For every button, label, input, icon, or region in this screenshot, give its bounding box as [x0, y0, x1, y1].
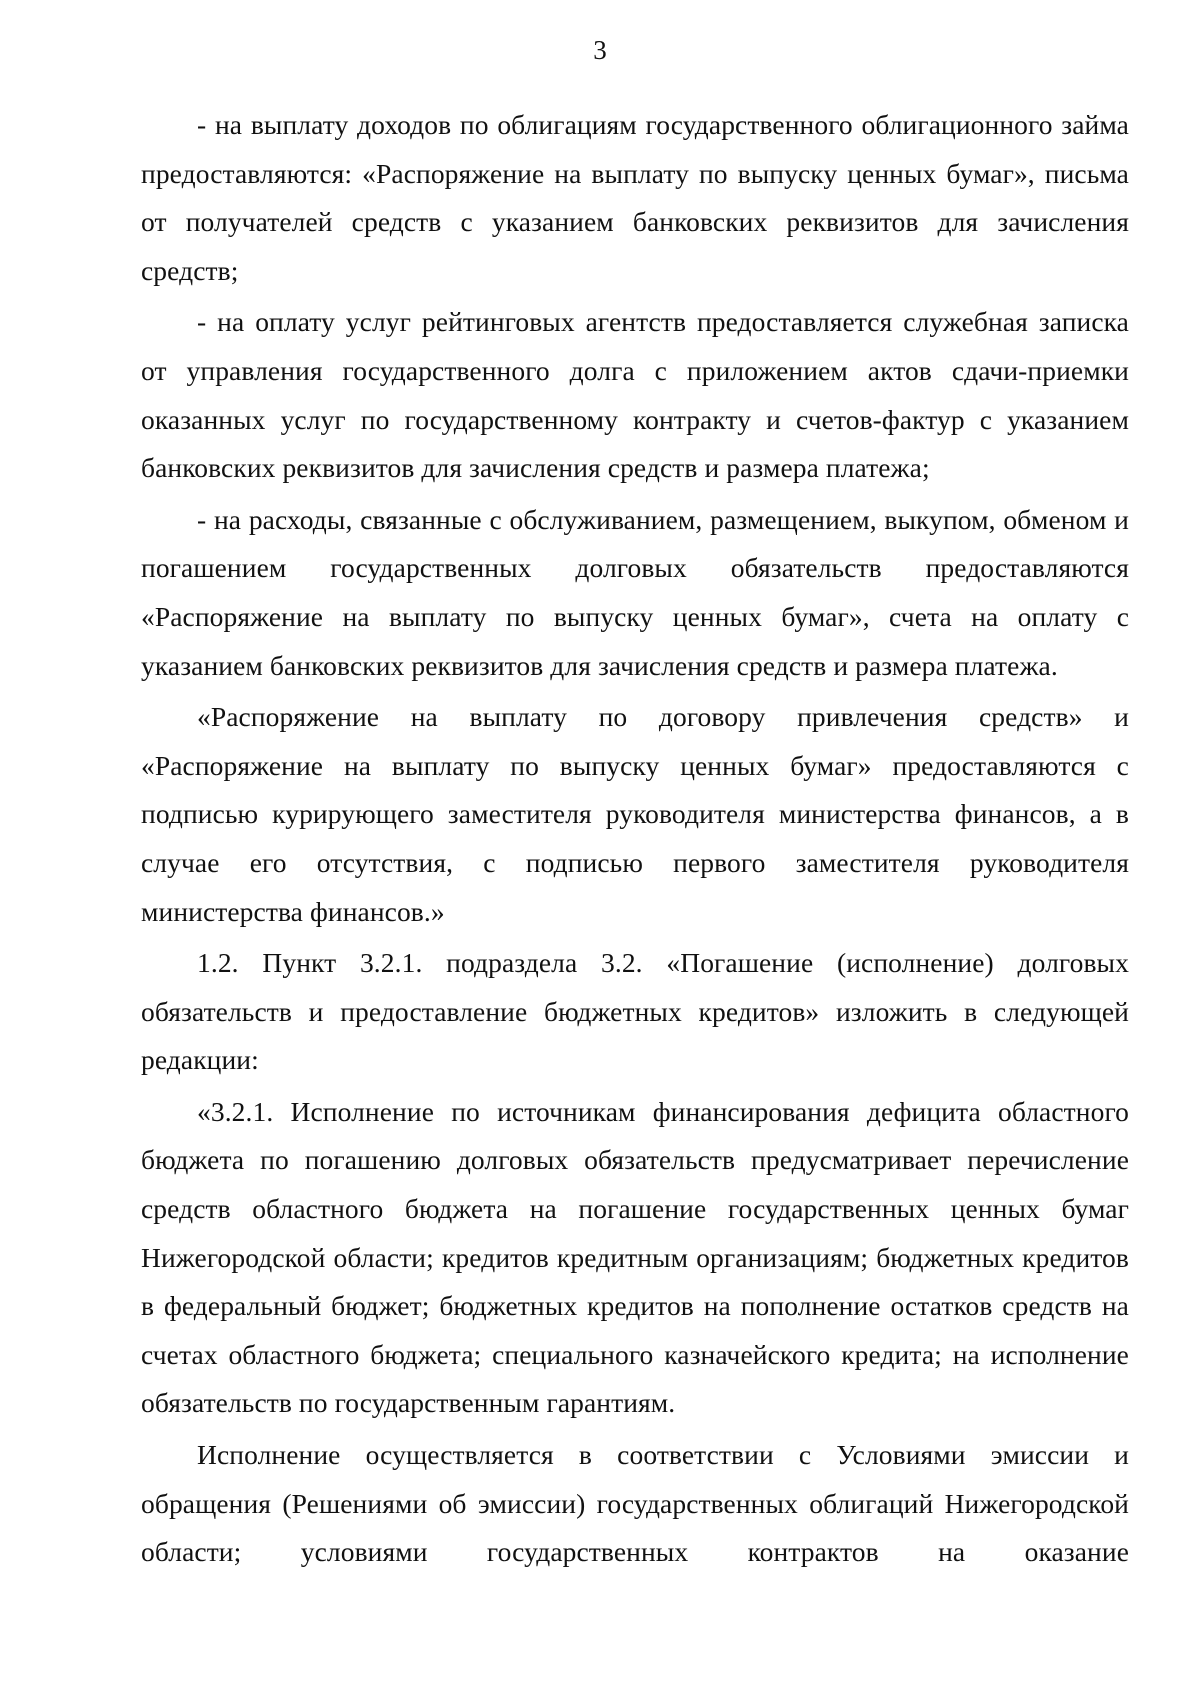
paragraph-bond-income-payment: - на выплату доходов по облигациям государственного облигационного займа предоставляются: «Распоряжение на выплату по выпуску ценных бумаг», письма от получателей средств с указанием банковских реквизитов для зачисления средств;	[141, 109, 1129, 286]
paragraph-rating-agency-services: - на оплату услуг рейтинговых агентств предоставляется служебная записка от управления государственного долга с приложением актов сдачи-приемки оказанных услуг по государственному контракту и счетов-фактур с указанием банковских реквизитов для зачисления средств и размера платежа;	[141, 306, 1129, 484]
document-body	[141, 101, 1129, 1580]
paragraph-payment-orders-signature: «Распоряжение на выплату по договору привлечения средств» и «Распоряжение на выплату по выпуску ценных бумаг» предоставляются с подписью курирующего заместителя руководителя министерства финансов, а в случае его отсутствия, с подписью первого заместителя руководителя министерства финансов.»	[141, 701, 1129, 927]
page-number: 3	[593, 35, 607, 65]
paragraph-execution-conditions: Исполнение осуществляется в соответствии с Условиями эмиссии и обращения (Решениями об эмиссии) государственных облигаций Нижегородской области; условиями государственных контрактов на оказание	[141, 1439, 1129, 1568]
paragraph-debt-servicing-expenses: - на расходы, связанные с обслуживанием, размещением, выкупом, обменом и погашением государственных долговых обязательств предоставляются «Распоряжение на выплату по выпуску ценных бумаг», счета на оплату с указанием банковских реквизитов для зачисления средств и размера платежа.	[141, 503, 1129, 681]
paragraph-clause-3-2-1: «3.2.1. Исполнение по источникам финансирования дефицита областного бюджета по погашению долговых обязательств предусматривает перечисление средств областного бюджета на погашение государственных ценных бумаг Нижегородской области; кредитов кредитным организациям; бюджетных кредитов в федеральный бюджет; бюджетных кредитов на пополнение остатков средств на счетах областного бюджета; специального казначейского кредита; на исполнение обязательств по государственным гарантиям.	[141, 1095, 1129, 1419]
paragraph-clause-1-2: 1.2. Пункт 3.2.1. подраздела 3.2. «Погашение (исполнение) долговых обязательств и предоставление бюджетных кредитов» изложить в следующей редакции:	[141, 947, 1129, 1076]
